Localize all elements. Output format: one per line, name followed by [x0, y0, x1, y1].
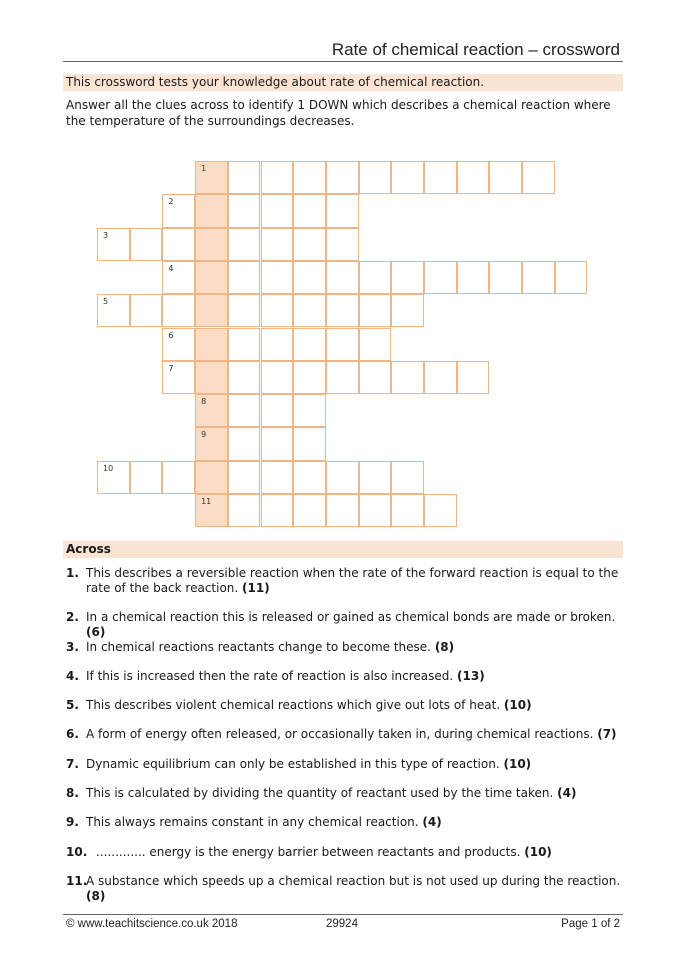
clue-number: 10.: [66, 845, 88, 859]
crossword-cell[interactable]: [326, 461, 359, 494]
crossword-cell[interactable]: [130, 228, 163, 261]
across-heading: Across: [63, 541, 623, 558]
crossword-cell[interactable]: [228, 161, 261, 194]
crossword-cell[interactable]: [162, 361, 195, 394]
copyright: © www.teachitscience.co.uk 2018: [66, 918, 238, 930]
crossword-cell[interactable]: [261, 461, 294, 494]
clue-text: [86, 698, 532, 713]
clue-text: [86, 727, 617, 742]
crossword-cell[interactable]: [228, 228, 261, 261]
clue-length: (11): [242, 581, 270, 595]
crossword-cell[interactable]: [162, 328, 195, 361]
crossword-cell[interactable]: [457, 361, 490, 394]
clue-body: This describes violent chemical reactions which give out lots of heat.: [86, 698, 501, 712]
crossword-cell[interactable]: [195, 294, 228, 327]
clue-text: [86, 669, 485, 684]
crossword-cell[interactable]: [293, 161, 326, 194]
crossword-cell[interactable]: [424, 161, 457, 194]
clue-number: 5: [103, 297, 109, 307]
clue-number: 5.: [66, 698, 79, 712]
clue-item: [66, 815, 626, 830]
clue-body: Dynamic equilibrium can only be established in this type of reaction.: [86, 757, 500, 771]
crossword-cell[interactable]: [162, 294, 195, 327]
clue-length: (10): [503, 698, 532, 712]
clue-number: 2.: [66, 610, 79, 624]
header-divider: [63, 61, 623, 62]
crossword-cell[interactable]: [228, 361, 261, 394]
clue-length: (8): [86, 889, 106, 903]
crossword-cell[interactable]: [228, 394, 261, 427]
crossword-cell[interactable]: [228, 328, 261, 361]
crossword-cell[interactable]: [326, 261, 359, 294]
clue-body: This describes a reversible reaction when the rate of the forward reaction is equal to the rate of the back reaction.: [86, 566, 619, 595]
crossword-cell[interactable]: [261, 261, 294, 294]
clue-number: 9.: [66, 815, 79, 829]
clue-body: A form of energy often released, or occasionally taken in, during chemical reactions.: [86, 727, 594, 741]
crossword-cell[interactable]: [359, 294, 392, 327]
crossword-cell[interactable]: [326, 294, 359, 327]
clue-item: [66, 640, 626, 655]
crossword-cell[interactable]: [261, 161, 294, 194]
crossword-cell[interactable]: [195, 194, 228, 227]
clue-number: 7: [168, 363, 174, 373]
crossword-cell[interactable]: [293, 494, 326, 527]
clue-number: 7.: [66, 757, 79, 771]
crossword-cell[interactable]: [228, 427, 261, 460]
clue-length: (4): [557, 786, 577, 800]
crossword-cell[interactable]: [391, 494, 424, 527]
crossword-cell[interactable]: [195, 461, 228, 494]
crossword-cell[interactable]: [293, 427, 326, 460]
crossword-cell[interactable]: [489, 161, 522, 194]
clue-number: 4.: [66, 669, 79, 683]
crossword-cell[interactable]: [293, 294, 326, 327]
crossword-cell[interactable]: [359, 161, 392, 194]
crossword-cell[interactable]: [261, 328, 294, 361]
crossword-cell[interactable]: [359, 494, 392, 527]
crossword-cell[interactable]: [326, 228, 359, 261]
crossword-cell[interactable]: [261, 228, 294, 261]
crossword-cell[interactable]: [130, 461, 163, 494]
clue-number: 1: [201, 164, 207, 173]
document-code: 29924: [326, 918, 358, 930]
crossword-cell[interactable]: [195, 161, 228, 194]
crossword-cell[interactable]: [424, 494, 457, 527]
clue-number: 4: [168, 263, 174, 273]
crossword-cell[interactable]: [293, 194, 326, 227]
clue-number: 8: [201, 397, 207, 407]
clue-body: This always remains constant in any chemical reaction.: [86, 815, 419, 829]
clue-number: 2: [168, 197, 174, 207]
crossword-cell[interactable]: [293, 228, 326, 261]
clue-item: [66, 698, 626, 713]
crossword-cell[interactable]: [326, 361, 359, 394]
clue-number: 6: [168, 330, 174, 340]
clue-text: [86, 566, 626, 596]
crossword-cell[interactable]: [326, 494, 359, 527]
clue-item: [66, 669, 626, 684]
clue-length: (10): [524, 845, 552, 859]
crossword-cell[interactable]: [195, 427, 228, 460]
clue-body: If this is increased then the rate of reaction is also increased.: [86, 669, 454, 683]
footer-divider: [63, 914, 623, 915]
crossword-cell[interactable]: [228, 194, 261, 227]
clue-number: 3: [103, 230, 109, 240]
clue-item: [66, 874, 626, 904]
crossword-cell[interactable]: [261, 494, 294, 527]
crossword-cell[interactable]: [261, 394, 294, 427]
page-title: Rate of chemical reaction – crossword: [331, 40, 620, 59]
instructions: Answer all the clues across to identify 1 DOWN which describes a chemical reaction where the temperature of the surroundings decreases.: [66, 98, 611, 128]
clue-length: (8): [434, 640, 455, 654]
crossword-cell[interactable]: [555, 261, 588, 294]
clue-body: In chemical reactions reactants change to become these.: [86, 640, 431, 654]
crossword-cell[interactable]: [326, 328, 359, 361]
crossword-cell[interactable]: [261, 194, 294, 227]
clue-item: [66, 786, 626, 801]
crossword-cell[interactable]: [457, 261, 490, 294]
clue-length: (6): [86, 625, 106, 639]
crossword-cell[interactable]: [391, 161, 424, 194]
crossword-cell[interactable]: [424, 361, 457, 394]
crossword-cell[interactable]: [228, 494, 261, 527]
clue-text: [86, 610, 626, 640]
clue-number: 1.: [66, 566, 79, 580]
crossword-cell[interactable]: [391, 461, 424, 494]
crossword-cell[interactable]: [261, 361, 294, 394]
crossword-cell[interactable]: [228, 294, 261, 327]
crossword-cell[interactable]: [261, 427, 294, 460]
crossword-cell[interactable]: [391, 361, 424, 394]
clue-body: A substance which speeds up a chemical reaction but is not used up during the reaction.: [86, 874, 621, 888]
crossword-cell[interactable]: [97, 228, 130, 261]
clue-number: 11.: [66, 874, 88, 888]
clue-body: ............. energy is the energy barrier between reactants and products.: [96, 845, 521, 859]
crossword-cell[interactable]: [195, 361, 228, 394]
clue-body: This is calculated by dividing the quantity of reactant used by the time taken.: [86, 786, 554, 800]
crossword-cell[interactable]: [195, 394, 228, 427]
clue-item: [66, 610, 626, 640]
crossword-cell[interactable]: [162, 461, 195, 494]
clue-number: 9: [201, 430, 207, 440]
crossword-grid: [97, 161, 597, 531]
clue-text: [96, 845, 552, 860]
clue-item: [66, 566, 626, 596]
crossword-cell[interactable]: [261, 294, 294, 327]
crossword-cell[interactable]: [359, 328, 392, 361]
intro-banner: This crossword tests your knowledge about rate of chemical reaction.: [63, 74, 623, 91]
crossword-cell[interactable]: [293, 328, 326, 361]
crossword-cell[interactable]: [522, 261, 555, 294]
crossword-cell[interactable]: [195, 228, 228, 261]
clue-number: 6.: [66, 727, 79, 741]
page-number: Page 1 of 2: [561, 918, 620, 930]
crossword-cell[interactable]: [162, 228, 195, 261]
clue-text: [86, 815, 442, 830]
crossword-cell[interactable]: [326, 194, 359, 227]
crossword-cell[interactable]: [195, 261, 228, 294]
clue-number: 10: [103, 463, 114, 473]
crossword-cell[interactable]: [293, 361, 326, 394]
clue-length: (7): [597, 727, 617, 741]
crossword-cell[interactable]: [522, 161, 555, 194]
clue-text: [86, 786, 576, 801]
crossword-cell[interactable]: [293, 461, 326, 494]
clue-number: 11: [201, 497, 212, 506]
crossword-cell[interactable]: [424, 261, 457, 294]
crossword-cell[interactable]: [97, 294, 130, 327]
clue-body: In a chemical reaction this is released or gained as chemical bonds are made or broken.: [86, 610, 616, 624]
crossword-cell[interactable]: [359, 261, 392, 294]
crossword-cell[interactable]: [326, 161, 359, 194]
crossword-cell[interactable]: [130, 294, 163, 327]
crossword-cell[interactable]: [489, 261, 522, 294]
crossword-cell[interactable]: [391, 294, 424, 327]
crossword-cell[interactable]: [391, 261, 424, 294]
crossword-cell[interactable]: [359, 461, 392, 494]
clue-text: [86, 874, 626, 904]
clue-length: (13): [457, 669, 485, 683]
crossword-cell[interactable]: [162, 261, 195, 294]
crossword-cell[interactable]: [359, 361, 392, 394]
crossword-cell[interactable]: [457, 161, 490, 194]
crossword-cell[interactable]: [195, 494, 228, 527]
crossword-cell[interactable]: [293, 394, 326, 427]
crossword-cell[interactable]: [228, 261, 261, 294]
clue-item: [66, 727, 626, 742]
clue-text: [86, 757, 531, 772]
clue-number: 3.: [66, 640, 79, 654]
crossword-cell[interactable]: [195, 328, 228, 361]
clue-item: [66, 845, 626, 860]
crossword-cell[interactable]: [97, 461, 130, 494]
clue-number: 8.: [66, 786, 79, 800]
clue-length: (4): [422, 815, 442, 829]
clue-text: [86, 640, 454, 655]
clue-item: [66, 757, 626, 772]
clue-length: (10): [503, 757, 532, 771]
crossword-cell[interactable]: [228, 461, 261, 494]
crossword-cell[interactable]: [293, 261, 326, 294]
crossword-cell[interactable]: [162, 194, 195, 227]
